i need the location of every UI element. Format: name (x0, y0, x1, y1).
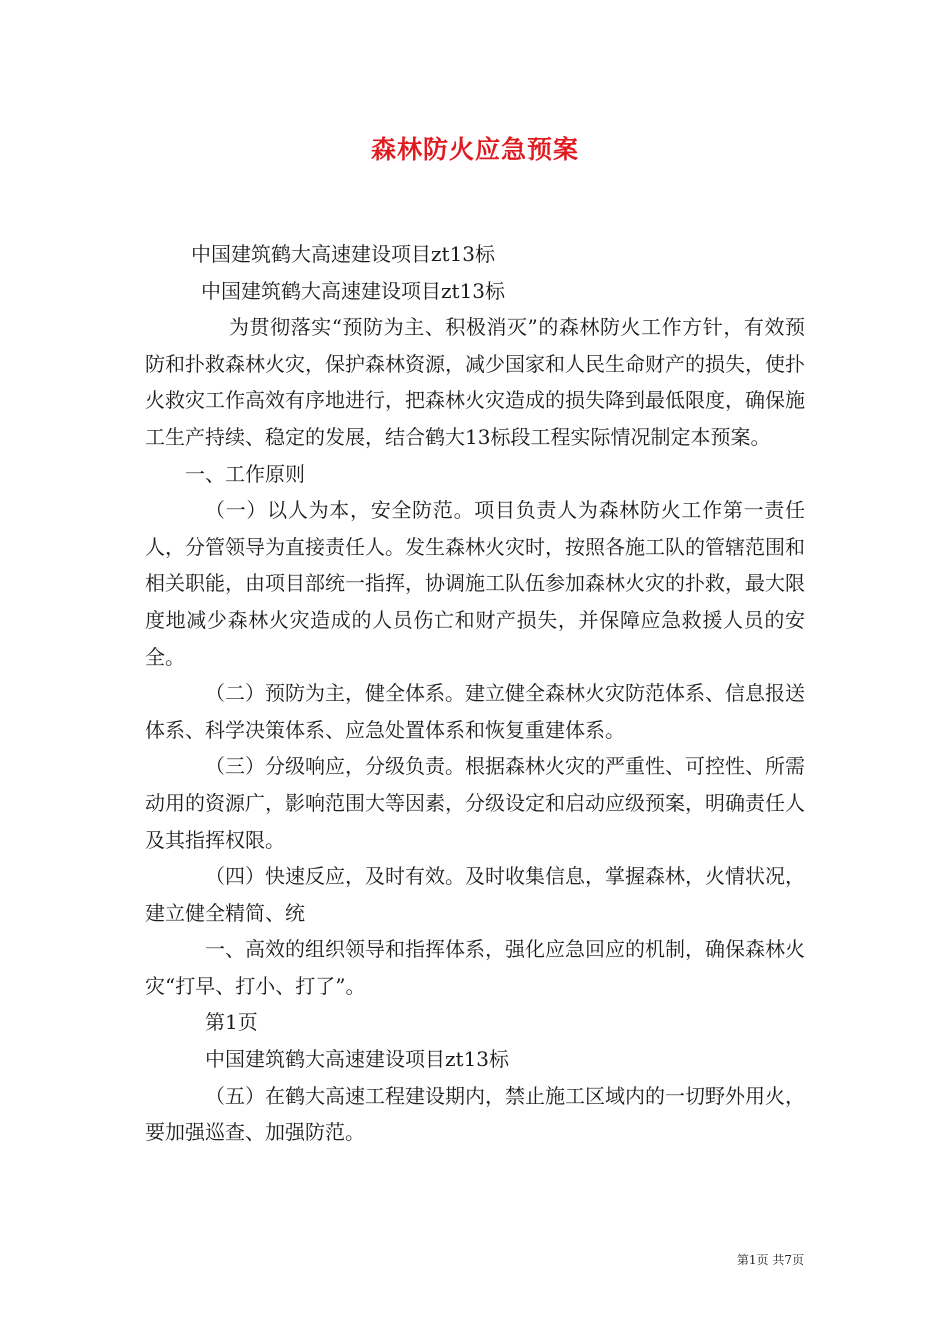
paragraph-principle-4: （四）快速反应，及时有效。及时收集信息，掌握森林，火情状况，建立健全精简、统 (145, 864, 805, 925)
document-body (145, 236, 805, 1151)
page-footer-indicator: 第1页 共7页 (736, 1253, 804, 1267)
section-heading-principles: 一、工作原则 (185, 461, 305, 486)
paragraph-principle-5: （五）在鹤大高速工程建设期内，禁止施工区域内的一切野外用火，要加强巡查、加强防范。 (145, 1083, 805, 1145)
paragraph-principle-3: （三）分级响应，分级负责。根据森林火灾的严重性、可控性、所需动用的资源广，影响范围大等因素，分级设定和启动应级预案，明确责任人及其指挥权限。 (145, 754, 805, 852)
paragraph-header-3: 中国建筑鹤大高速建设项目zt13标 (205, 1047, 510, 1072)
paragraph-principle-4-cont: 一、高效的组织领导和指挥体系，强化应急回应的机制，确保森林火灾“打早、打小、打了”。 (145, 937, 805, 998)
paragraph-intro: 为贯彻落实“预防为主、积极消灭”的森林防火工作方针，有效预防和扑救森林火灾，保护森林资源，减少国家和人民生命财产的损失，使扑火救灾工作高效有序地进行，把森林火灾造成的损失降到最低限度，确保施工生产持续、稳定的发展，结合鹤大13标段工程实际情况制定本预案。 (145, 315, 805, 449)
paragraph-header-1: 中国建筑鹤大高速建设项目zt13标 (191, 242, 496, 266)
paragraph-principle-1: （一）以人为本，安全防范。项目负责人为森林防火工作第一责任人，分管领导为直接责任人。发生森林火灾时，按照各施工队的管辖范围和相关职能，由项目部统一指挥，协调施工队伍参加森林火灾的扑救，最大限度地减少森林火灾造成的人员伤亡和财产损失，并保障应急救援人员的安全。 (145, 498, 805, 669)
paragraph-principle-2: （二）预防为主，健全体系。建立健全森林火灾防范体系、信息报送体系、科学决策体系、应急处置体系和恢复重建体系。 (145, 681, 805, 742)
document-title: 森林防火应急预案 (370, 135, 579, 164)
paragraph-header-2: 中国建筑鹤大高速建设项目zt13标 (201, 278, 506, 303)
page-marker: 第1页 (205, 1010, 258, 1035)
